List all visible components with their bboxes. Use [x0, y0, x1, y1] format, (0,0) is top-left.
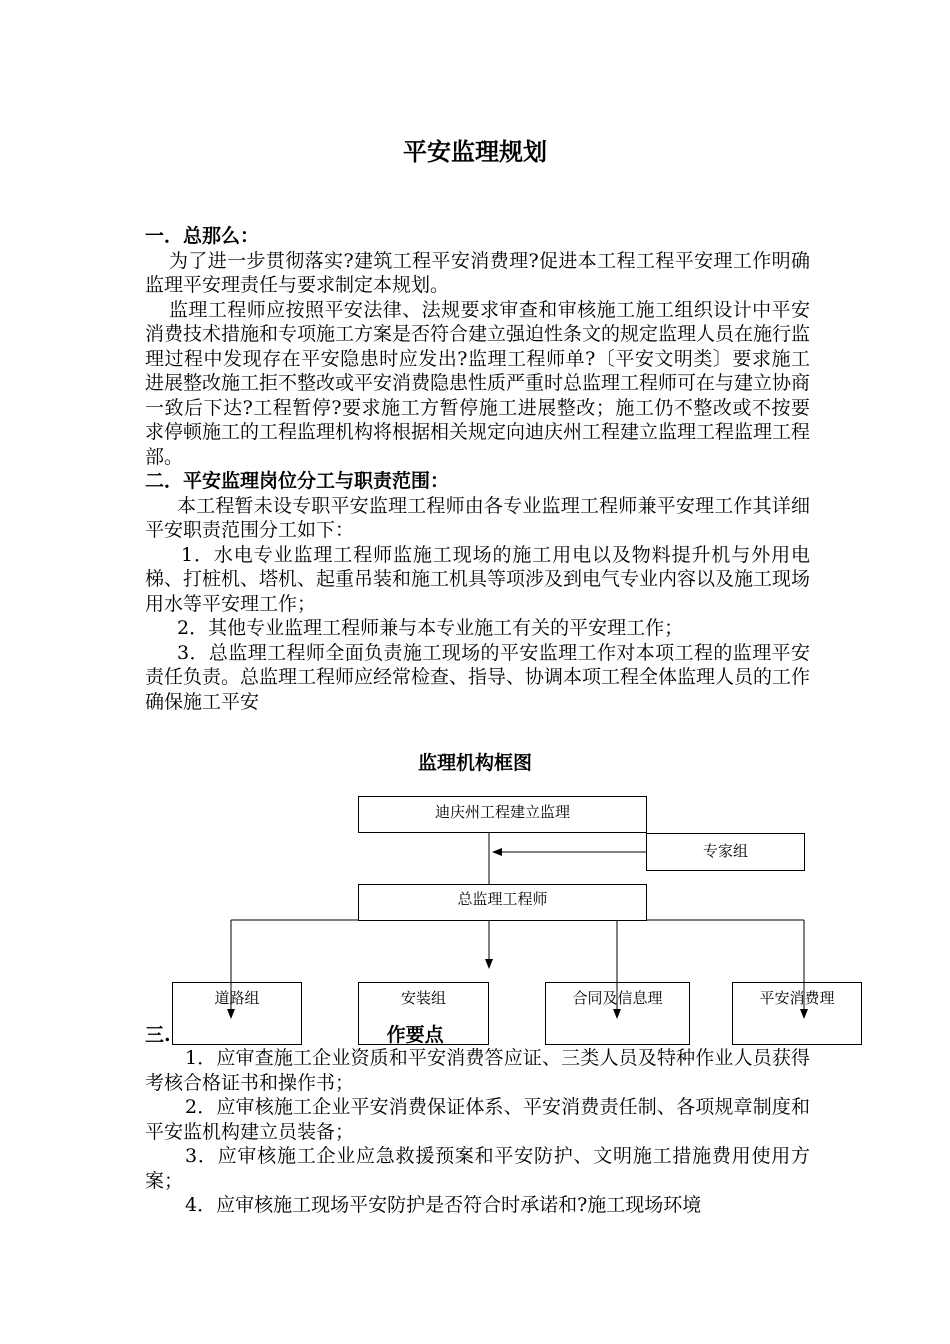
section2-item1: 1．水电专业监理工程师监施工现场的施工用电以及物料提升机与外用电梯、打桩机、塔机、起重吊装和施工机具等项涉及到电气专业内容以及施工现场用水等平安理工作；: [145, 543, 811, 615]
section3-item4: 4．应审核施工现场平安防护是否符合时承诺和?施工现场环境: [185, 1194, 702, 1216]
section2-heading: 二．平安监理岗位分工与职责范围：: [145, 470, 450, 492]
org-box-top: 迪庆州工程建立监理: [358, 796, 647, 833]
section3-heading: [145, 1020, 444, 1047]
body-text-lower: [145, 1046, 810, 1218]
org-chart-title: 监理机构框图: [417, 752, 532, 774]
section3-item1: 1．应审查施工企业资质和平安消费答应证、三类人员及特种作业人员获得考核合格证书和操作书；: [145, 1047, 810, 1094]
section1-para1: 为了进一步贯彻落实?建筑工程平安消费理?促进本工程工程平安理工作明确监理平安理责任与要求制定本规划。: [145, 249, 810, 296]
org-box-chief: 总监理工程师: [358, 884, 647, 921]
section2-para1: 本工程暂未设专职平安监理工程师由各专业监理工程师兼平安理工作其详细平安职责范围分工如下：: [145, 494, 810, 541]
section3-heading-start: 三.: [145, 1024, 171, 1046]
org-box-install-group: 安装组: [358, 982, 489, 1045]
section3-item2: 2．应审核施工企业平安消费保证体系、平安消费责任制、各项规章制度和平安监机构建立员装备；: [145, 1096, 810, 1143]
org-box-contract-group: 合同及信息理: [545, 982, 690, 1045]
org-box-safety-group: 平安消费理: [732, 982, 862, 1045]
org-box-expert: 专家组: [646, 833, 805, 871]
section2-item3: 3．总监理工程师全面负责施工现场的平安监理工作对本项工程的监理平安责任负责。总监理工程师应经常检查、指导、协调本项工程全体监理人员的工作确保施工平安: [145, 641, 811, 713]
section1-heading: 一．总那么：: [145, 225, 260, 247]
section2-item2: 2．其他专业监理工程师兼与本专业施工有关的平安理工作；: [177, 617, 684, 639]
section1-para2: 监理工程师应按照平安法律、法规要求审查和审核施工施工组织设计中平安消费技术措施和专项施工方案是否符合建立强迫性条文的规定监理人员在施行监理过程中发现存在平安隐患时应发出?监理工程师单?〔平安文明类〕要求施工进展整改施工拒不整改或平安消费隐患性质严重时总监理工程师可在与建立协商一致后下达?工程暂停?要求施工方暂停施工进展整改；施工仍不整改或不按要求停顿施工的工程监理机构将根据相关规定向迪庆州工程建立监理工程监理工程部。: [145, 298, 811, 468]
section3-item3: 3．应审核施工企业应急救援预案和平安防护、文明施工措施费用使用方案；: [145, 1145, 810, 1192]
page-title: 平安监理规划: [403, 137, 547, 166]
section3-heading-end: 作要点: [386, 1024, 444, 1046]
org-box-road-group: 道路组: [172, 982, 302, 1045]
